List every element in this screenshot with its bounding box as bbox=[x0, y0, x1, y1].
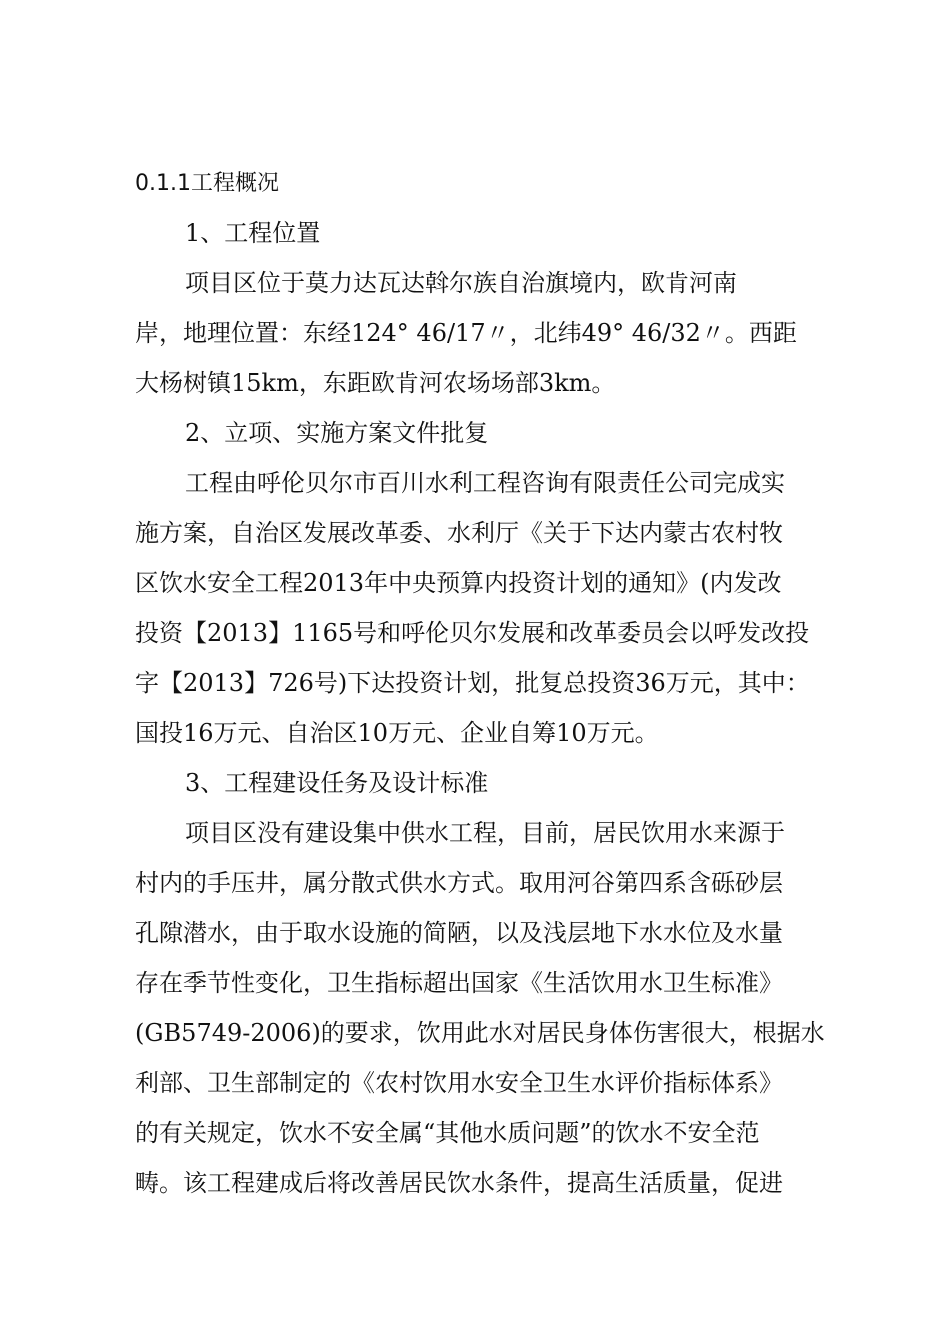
paragraph-line: 存在季节性变化，卫生指标超出国家《生活饮用水卫生标准》 bbox=[135, 969, 783, 997]
paragraph-line: 的有关规定，饮水不安全属“其他水质问题”的饮水不安全范 bbox=[135, 1119, 760, 1147]
paragraph-line: 项目区位于莫力达瓦达斡尔族自治旗境内，欧肯河南 bbox=[185, 269, 737, 297]
paragraph-line: 施方案，自治区发展改革委、水利厅《关于下达内蒙古农村牧 bbox=[135, 519, 783, 547]
paragraph-line: 项目区没有建设集中供水工程，目前，居民饮用水来源于 bbox=[185, 819, 785, 847]
paragraph-line: 区饮水安全工程2013年中央预算内投资计划的通知》(内发改 bbox=[135, 569, 782, 597]
subsection-title-standards: 3、工程建设任务及设计标准 bbox=[185, 769, 489, 797]
section-heading: 0.1.1工程概况 bbox=[135, 171, 279, 196]
paragraph-line: 岸，地理位置：东经124° 46/17〃，北纬49° 46/32〃。西距 bbox=[135, 319, 797, 347]
paragraph-line: 利部、卫生部制定的《农村饮用水安全卫生水评价指标体系》 bbox=[135, 1069, 783, 1097]
paragraph-line: 畴。该工程建成后将改善居民饮水条件，提高生活质量，促进 bbox=[135, 1169, 783, 1197]
paragraph-line: 大杨树镇15km，东距欧肯河农场场部3km。 bbox=[135, 369, 616, 397]
paragraph-line: 工程由呼伦贝尔市百川水利工程咨询有限责任公司完成实 bbox=[185, 469, 785, 497]
subsection-title-location: 1、工程位置 bbox=[185, 219, 321, 247]
document-body bbox=[135, 213, 835, 1203]
paragraph-line: 字【2013】726号)下达投资计划，批复总投资36万元，其中： bbox=[135, 669, 810, 697]
paragraph-line: 国投16万元、自治区10万元、企业自筹10万元。 bbox=[135, 719, 659, 747]
paragraph-line: 村内的手压井，属分散式供水方式。取用河谷第四系含砾砂层 bbox=[135, 869, 783, 897]
paragraph-line: 投资【2013】1165号和呼伦贝尔发展和改革委员会以呼发改投 bbox=[135, 619, 810, 647]
subsection-title-approval: 2、立项、实施方案文件批复 bbox=[185, 419, 489, 447]
paragraph-line: 孔隙潜水，由于取水设施的简陋，以及浅层地下水水位及水量 bbox=[135, 919, 783, 947]
paragraph-line: (GB5749-2006)的要求，饮用此水对居民身体伤害很大，根据水 bbox=[135, 1019, 825, 1047]
